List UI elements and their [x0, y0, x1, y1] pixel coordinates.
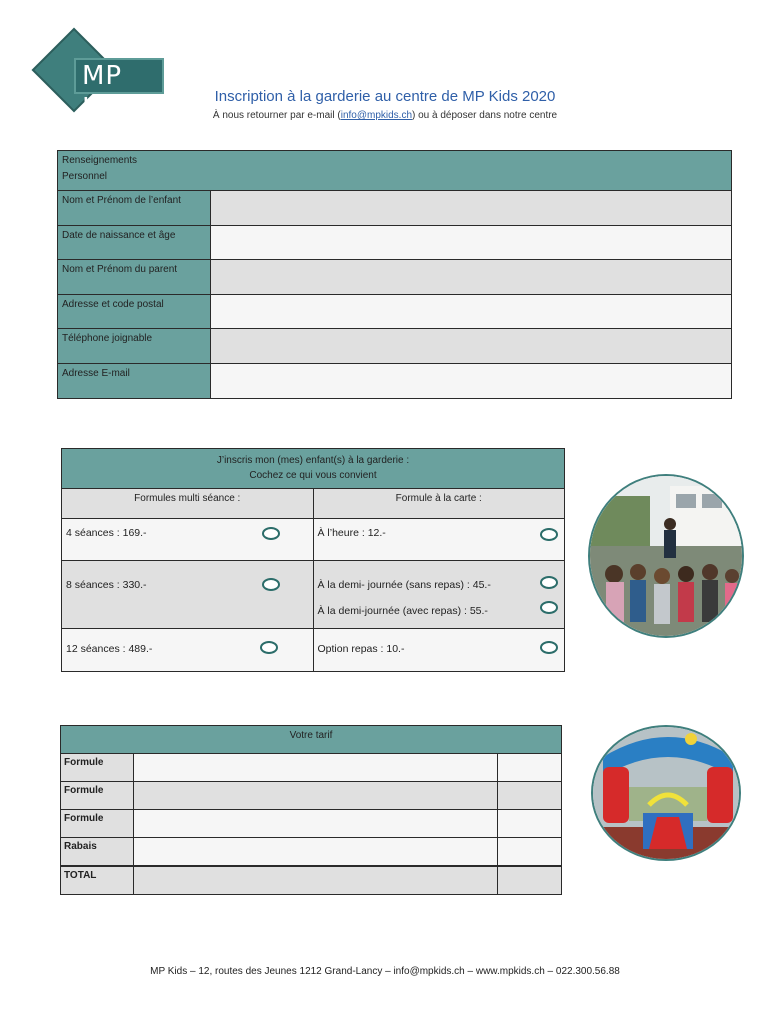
option-label: 8 séances : 330.-	[66, 579, 147, 591]
field-label: Adresse et code postal	[58, 295, 211, 329]
page-footer: MP Kids – 12, routes des Jeunes 1212 Grand-Lancy – info@mpkids.ch – www.mpkids.ch – 022.300.56.88	[150, 966, 620, 977]
field-label: Téléphone joignable	[58, 329, 211, 363]
radio-option-repas[interactable]	[540, 641, 558, 654]
email-link[interactable]: info@mpkids.ch	[340, 110, 413, 121]
option-cell	[314, 629, 565, 671]
personal-info-heading	[58, 151, 731, 191]
formule-row	[62, 519, 564, 561]
tarif-row	[61, 782, 561, 810]
personal-heading-line1: Renseignements	[62, 155, 138, 166]
birthdate-age-field[interactable]	[211, 226, 731, 260]
logo-text: MP Kids	[74, 58, 164, 94]
option-label: 12 séances : 489.-	[66, 643, 153, 655]
tarif-total-field[interactable]	[134, 867, 498, 894]
tarif-amount-field[interactable]	[498, 782, 561, 809]
option-cell	[314, 519, 565, 560]
tarif-total-row	[61, 866, 561, 894]
tarif-amount-field[interactable]	[498, 810, 561, 837]
radio-demi-journee-sans-repas[interactable]	[540, 576, 558, 589]
tarif-label: Formule	[61, 810, 134, 837]
formules-heading-line2: Cochez ce qui vous convient	[249, 470, 377, 481]
page-subtitle	[0, 110, 770, 121]
tarif-label: Rabais	[61, 838, 134, 865]
tarif-rabais-field[interactable]	[134, 838, 498, 865]
option-cell	[62, 519, 314, 560]
tarif-formule-field[interactable]	[134, 810, 498, 837]
email-field[interactable]	[211, 364, 731, 399]
formule-row	[62, 561, 564, 629]
field-label: Nom et Prénom de l’enfant	[58, 191, 211, 225]
option-cell	[62, 561, 314, 628]
form-row	[58, 191, 731, 226]
parent-name-field[interactable]	[211, 260, 731, 294]
tarif-row	[61, 754, 561, 782]
tarif-table	[60, 725, 562, 895]
formules-heading	[62, 449, 564, 489]
personal-heading-line2: Personnel	[62, 171, 108, 182]
field-label: Date de naissance et âge	[58, 226, 211, 260]
form-row	[58, 329, 731, 364]
form-row	[58, 364, 731, 399]
address-field[interactable]	[211, 295, 731, 329]
field-label: Adresse E-mail	[58, 364, 211, 399]
formule-row	[62, 629, 564, 671]
option-label: À la demi- journée (sans repas) : 45.-	[317, 579, 491, 591]
phone-field[interactable]	[211, 329, 731, 363]
tarif-formule-field[interactable]	[134, 782, 498, 809]
children-photo	[588, 474, 744, 638]
tarif-amount-field[interactable]	[498, 754, 561, 781]
tarif-total-amount-field[interactable]	[498, 867, 561, 894]
col-multi-seance: Formules multi séance :	[62, 489, 314, 518]
option-cell	[62, 629, 314, 671]
subtitle-before: À nous retourner par e-mail (	[212, 110, 341, 121]
form-row	[58, 260, 731, 295]
form-row	[58, 226, 731, 261]
tarif-total-label: TOTAL	[61, 867, 134, 894]
tarif-formule-field[interactable]	[134, 754, 498, 781]
option-label: À la demi-journée (avec repas) : 55.-	[317, 605, 488, 617]
option-cell	[314, 561, 565, 628]
tarif-row	[61, 838, 561, 866]
child-name-field[interactable]	[211, 191, 731, 225]
personal-info-table	[57, 150, 732, 399]
tarif-row	[61, 810, 561, 838]
bouncy-castle-illustration	[593, 727, 741, 861]
children-photo-illustration	[590, 476, 744, 638]
col-a-la-carte: Formule à la carte :	[395, 493, 482, 504]
tarif-label: Formule	[61, 782, 134, 809]
radio-4-seances[interactable]	[262, 527, 280, 540]
field-label: Nom et Prénom du parent	[58, 260, 211, 294]
form-row	[58, 295, 731, 330]
tarif-heading: Votre tarif	[61, 726, 561, 754]
option-label: À l’heure : 12.-	[317, 527, 386, 539]
bouncy-castle-photo	[591, 725, 741, 861]
tarif-rabais-amount-field[interactable]	[498, 838, 561, 865]
radio-8-seances[interactable]	[262, 578, 280, 591]
radio-12-seances[interactable]	[260, 641, 278, 654]
radio-demi-journee-avec-repas[interactable]	[540, 601, 558, 614]
radio-heure[interactable]	[540, 528, 558, 541]
formules-subheader	[62, 489, 564, 519]
formules-table	[61, 448, 565, 672]
tarif-label: Formule	[61, 754, 134, 781]
option-label: Option repas : 10.-	[317, 643, 405, 655]
page-title: Inscription à la garderie au centre de MP Kids 2020	[214, 88, 556, 105]
option-label: 4 séances : 169.-	[66, 527, 147, 539]
subtitle-after: ) ou à déposer dans notre centre	[412, 110, 558, 121]
formules-heading-line1: J’inscris mon (mes) enfant(s) à la garderie :	[216, 455, 410, 466]
